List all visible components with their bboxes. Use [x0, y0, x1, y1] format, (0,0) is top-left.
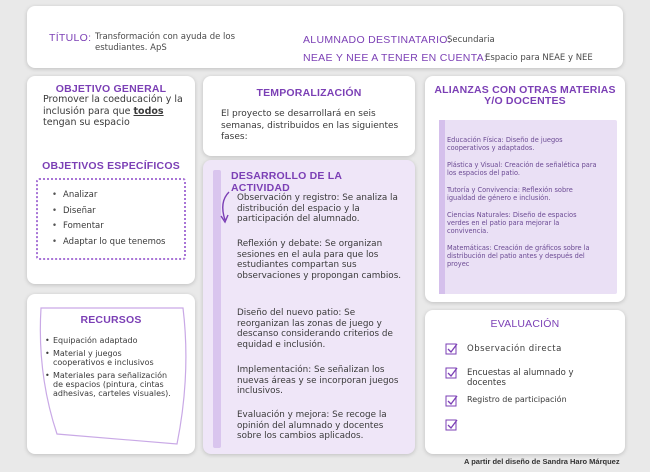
- titulo-label: TÍTULO:: [49, 32, 92, 44]
- alianza-item: Educación Física: Diseño de juegos cooperativos y adaptados.: [447, 136, 563, 152]
- list-item: • Materiales para señalización de espacios (pintura, cintas adhesivas, carteles visuales).: [45, 371, 175, 398]
- temporalizacion-card: [203, 76, 415, 156]
- evaluacion-item-label: Observación directa: [467, 344, 562, 354]
- recursos-card: [27, 294, 195, 454]
- objetivos-card: [27, 76, 195, 284]
- evaluacion-item-label: Encuestas al alumnado y docentes: [467, 368, 574, 388]
- neae-value: Espacio para NEAE y NEE: [485, 53, 593, 63]
- objetivos-especificos-list: [38, 180, 184, 250]
- objetivo-general-heading: OBJETIVO GENERAL: [55, 83, 167, 95]
- alumnado-value: Secundaria: [447, 35, 495, 45]
- list-item: • Material y juegos cooperativos e inclusivos: [45, 349, 175, 367]
- checkbox-icon[interactable]: [445, 342, 459, 356]
- desarrollo-heading: DESARROLLO DE LA ACTIVIDAD: [231, 170, 342, 194]
- desarrollo-step: Implementación: Se señalizan los nuevas áreas y se incorporan juegos inclusivos.: [237, 365, 399, 396]
- alianza-item: Matemáticas: Creación de gráficos sobre la distribución del patio antes y después del proyec: [447, 244, 590, 268]
- checkbox-icon[interactable]: [445, 394, 459, 408]
- objetivo-general-text: Promover la coeducación y la inclusión para que todos tengan su espacio: [43, 94, 183, 128]
- desarrollo-step: Diseño del nuevo patio: Se reorganizan las zonas de juego y descanso considerando criterios de equidad e inclusión.: [237, 308, 393, 350]
- evaluacion-card: [425, 310, 625, 454]
- evaluacion-item-label: Registro de participación: [467, 395, 567, 404]
- alianzas-heading: [425, 85, 625, 107]
- alianza-item: Plástica y Visual: Creación de señalética para los espacios del patio.: [447, 161, 597, 177]
- alianzas-heading-line1: ALIANZAS CON OTRAS MATERIAS: [434, 84, 616, 96]
- header-card: [27, 6, 623, 68]
- credit-text: A partir del diseño de Sandra Haro Márquez: [464, 457, 620, 466]
- checkbox-icon[interactable]: [445, 418, 459, 432]
- list-item: • Diseñar: [52, 204, 184, 220]
- desarrollo-step: Observación y registro: Se analiza la distribución del espacio y la participación del alumnado.: [237, 193, 398, 224]
- emphasis-todos: todos: [133, 105, 164, 117]
- alumnado-label: ALUMNADO DESTINATARIO:: [303, 34, 451, 46]
- recursos-heading: RECURSOS: [80, 314, 142, 326]
- list-item: • Fomentar: [52, 219, 184, 235]
- objetivos-especificos-box: [36, 178, 186, 260]
- alianzas-heading-line2: Y/O DOCENTES: [484, 95, 566, 107]
- alianza-item: Ciencias Naturales: Diseño de espacios verdes en el patio para mejorar la convivencia.: [447, 211, 577, 235]
- desarrollo-step: Evaluación y mejora: Se recoge la opinión del alumnado y docentes sobre los cambios aplicados.: [237, 410, 387, 441]
- evaluacion-heading: EVALUACIÓN: [490, 318, 560, 330]
- list-item: • Equipación adaptado: [45, 336, 175, 345]
- neae-label: NEAE Y NEE A TENER EN CUENTA:: [303, 52, 488, 64]
- checkbox-icon[interactable]: [445, 366, 459, 380]
- alianzas-card: [425, 76, 625, 302]
- recursos-list: [45, 336, 175, 402]
- titulo-value: Transformación con ayuda de los estudiantes. ApS: [95, 32, 236, 53]
- temporalizacion-heading: TEMPORALIZACIÓN: [256, 87, 362, 99]
- list-item: • Adaptar lo que tenemos: [52, 235, 184, 251]
- objetivos-especificos-heading: OBJETIVOS ESPECÍFICOS: [42, 160, 180, 172]
- temporalizacion-text: El proyecto se desarrollará en seis semanas, distribuidos en las siguientes fases:: [221, 109, 399, 142]
- desarrollo-step: Reflexión y debate: Se organizan sesiones en el aula para que los estudiantes compartan sus observaciones y propongan cambios.: [237, 239, 402, 281]
- curved-arrow-icon: [215, 188, 235, 228]
- desarrollo-card: [203, 160, 415, 454]
- alianza-item: Tutoría y Convivencia: Reflexión sobre igualdad de género e inclusión.: [447, 186, 573, 202]
- list-item: • Analizar: [52, 188, 184, 204]
